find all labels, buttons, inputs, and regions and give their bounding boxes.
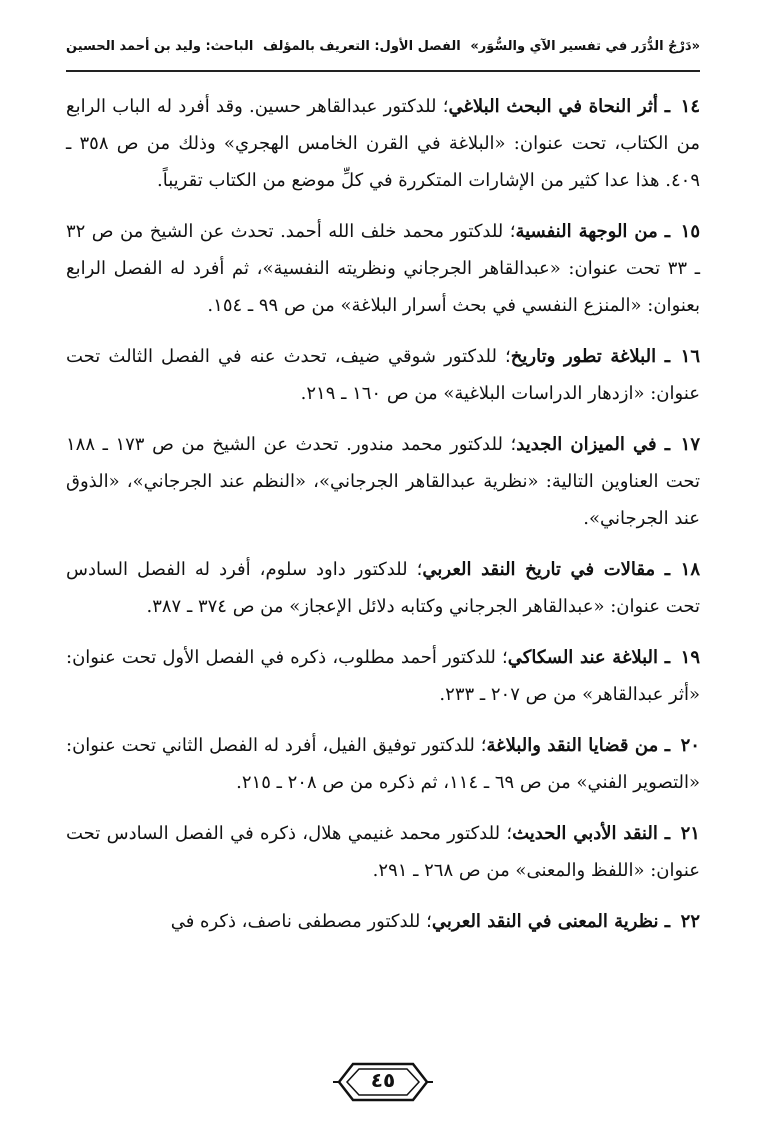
entry-title: نظرية المعنى في النقد العربي: [431, 911, 659, 932]
entry-dash: ـ: [658, 647, 670, 668]
entry-dash: ـ: [657, 96, 670, 117]
entry-dash: ـ: [656, 346, 670, 367]
reference-entry: [66, 903, 700, 940]
reference-entry: [66, 639, 700, 713]
header-author: الباحث: وليد بن أحمد الحسين: [66, 38, 254, 54]
header-chapter: الفصل الأول: التعريف بالمؤلف: [263, 38, 461, 54]
entry-number: ١٥: [680, 221, 700, 242]
entry-title: البلاغة تطور وتاريخ: [510, 346, 657, 367]
page-number-ornament: [333, 1058, 433, 1106]
header-divider: [66, 70, 700, 72]
entry-title: مقالات في تاريخ النقد العربي: [422, 559, 656, 580]
entry-title: في الميزان الجديد: [516, 434, 657, 455]
entry-dash: ـ: [658, 911, 670, 932]
entry-title: من قضايا النقد والبلاغة: [486, 735, 659, 756]
entry-dash: ـ: [655, 559, 671, 580]
entry-text: ؛ للدكتور محمد خلف الله أحمد. تحدث عن الشيخ من ص ٣٢ ـ ٣٣ تحت عنوان: «عبدالقاهر الجرجاني ونظريته النفسية»، ثم أفرد له الفصل الرابع بعنوان: «المنزع النفسي في بحث أسرار البلاغة» من ص ٩٩ ـ ١٥٤.: [66, 221, 700, 316]
entry-number: ١٩: [680, 647, 700, 668]
entry-dash: ـ: [658, 735, 670, 756]
reference-entry: [66, 727, 700, 801]
entry-number: ١٦: [680, 346, 700, 367]
reference-entry: [66, 88, 700, 199]
entry-title: من الوجهة النفسية: [515, 221, 658, 242]
entry-dash: ـ: [657, 823, 670, 844]
entry-text: ؛ للدكتور عبدالقاهر حسين. وقد أفرد له الباب الرابع من الكتاب، تحت عنوان: «البلاغة في القرن الخامس الهجري» وذلك من ص ٣٥٨ ـ ٤٠٩. هذا عدا كثير من الإشارات المتكررة في كلِّ موضع من الكتاب تقريباً.: [66, 96, 700, 191]
entry-text: ؛ للدكتور شوقي ضيف، تحدث عنه في الفصل الثالث تحت عنوان: «ازدهار الدراسات البلاغية» من ص ١٦٠ ـ ٢١٩.: [66, 346, 700, 404]
page-body: [66, 88, 700, 954]
entry-text: ؛ للدكتور محمد غنيمي هلال، ذكره في الفصل السادس تحت عنوان: «اللفظ والمعنى» من ص ٢٦٨ ـ ٢٩١.: [66, 823, 700, 881]
entry-number: ١٨: [680, 559, 701, 580]
reference-entry: [66, 338, 700, 412]
entry-number: ١٧: [680, 434, 701, 455]
entry-title: أثر النحاة في البحث البلاغي: [448, 96, 658, 117]
reference-entry: [66, 551, 700, 625]
header-book-title: «دَرْجُ الدُّرَر في تفسير الآي والسُّوَر»: [470, 38, 700, 54]
entry-text: ؛ للدكتور مصطفى ناصف، ذكره في: [170, 911, 432, 932]
reference-entry: [66, 426, 700, 537]
entry-text: ؛ للدكتور محمد مندور. تحدث عن الشيخ من ص ١٧٣ ـ ١٨٨ تحت العناوين التالية: «نظرية عبدالقاهر الجرجاني»، «النظم عند الجرجاني»، «الذوق عند الجرجاني».: [66, 434, 700, 529]
entry-dash: ـ: [657, 221, 670, 242]
entry-text: ؛ للدكتور داود سلوم، أفرد له الفصل السادس تحت عنوان: «عبدالقاهر الجرجاني وكتابه دلائل الإعجاز» من ص ٣٧٤ ـ ٣٨٧.: [66, 559, 700, 617]
entry-number: ٢٠: [680, 735, 700, 756]
entry-number: ١٤: [680, 96, 700, 117]
entry-number: ٢١: [680, 823, 700, 844]
entry-text: ؛ للدكتور أحمد مطلوب، ذكره في الفصل الأول تحت عنوان: «أثر عبدالقاهر» من ص ٢٠٧ ـ ٢٣٣.: [66, 647, 700, 705]
running-header: [66, 30, 700, 62]
entry-dash: ـ: [656, 434, 671, 455]
entry-text: ؛ للدكتور توفيق الفيل، أفرد له الفصل الثاني تحت عنوان: «التصوير الفني» من ص ٦٩ ـ ١١٤، ثم ذكره من ص ٢٠٨ ـ ٢١٥.: [66, 735, 700, 793]
entry-number: ٢٢: [680, 911, 700, 932]
page-number: ٤٥: [370, 1068, 396, 1092]
entry-title: النقد الأدبي الحديث: [512, 823, 658, 844]
reference-entry: [66, 213, 700, 324]
entry-title: البلاغة عند السكاكي: [507, 647, 659, 668]
reference-entry: [66, 815, 700, 889]
